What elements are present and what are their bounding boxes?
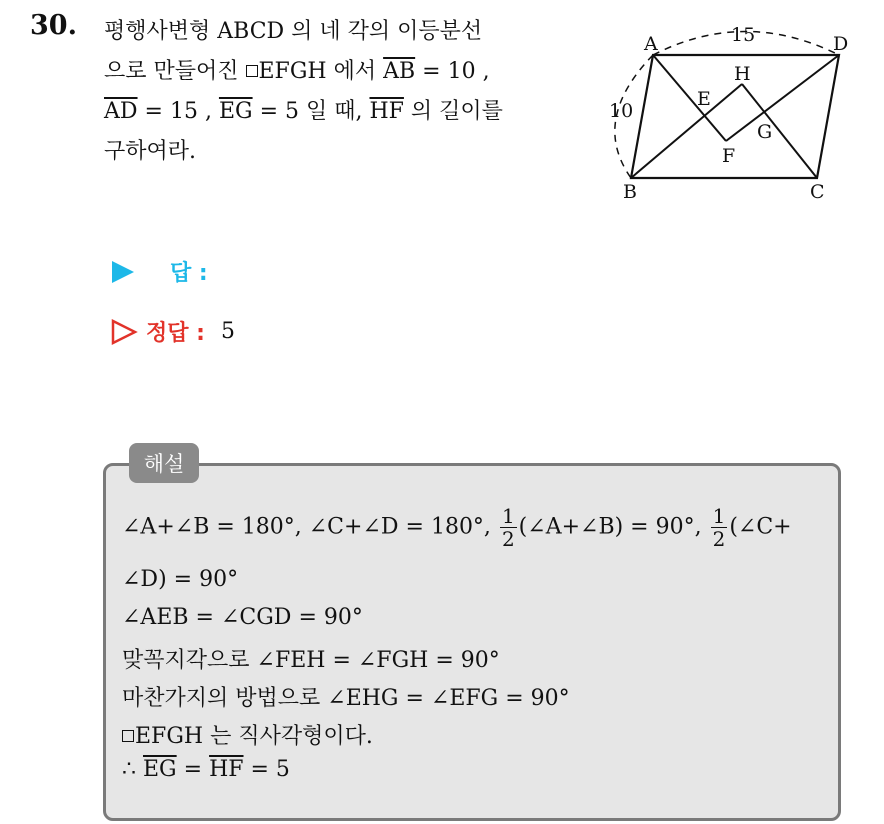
text-fragment: = 10 , xyxy=(415,59,490,84)
correct-answer-row xyxy=(110,316,235,347)
text-fragment: = 15 , xyxy=(137,99,219,124)
answer-input-row xyxy=(110,256,208,287)
solution-line-1 xyxy=(122,505,792,550)
segment-eg: $\overline{EG}$ xyxy=(218,99,253,124)
question-line-3 xyxy=(104,92,584,132)
answer-label: 답 : xyxy=(170,261,208,286)
solution-line-4: 맞꼭지각으로 ∠FEH = ∠FGH = 90° xyxy=(122,648,500,673)
text-fragment: (∠A+∠B) = 90°, xyxy=(518,514,709,540)
question-line-2 xyxy=(104,52,584,92)
length-left: 10 xyxy=(609,100,634,122)
fraction-numerator: 1 xyxy=(501,504,515,528)
text-fragment: 의 길이를 xyxy=(403,99,503,124)
text-fragment: 으로 만들어진 xyxy=(104,59,246,84)
text-fragment: 는 직사각형이다. xyxy=(203,724,373,749)
square-symbol-icon xyxy=(246,65,258,77)
label-e: E xyxy=(697,88,711,110)
solution-line-5: 마찬가지의 방법으로 ∠EHG = ∠EFG = 90° xyxy=(122,686,570,711)
solution-line-2: ∠D) = 90° xyxy=(122,567,239,592)
label-h: H xyxy=(734,63,751,85)
fraction-half xyxy=(711,505,728,550)
question-line-4: 구하여라. xyxy=(104,139,197,164)
segment-ad: $\overline{AD}$ xyxy=(104,99,138,124)
segment-hf: $\overline{HF}$ xyxy=(209,757,244,782)
shape-name: EFGH xyxy=(258,59,327,84)
question-number: 30. xyxy=(30,10,77,41)
text-fragment: = 5 일 때, xyxy=(252,99,370,124)
text-fragment: = xyxy=(176,757,210,782)
label-d: D xyxy=(833,33,849,55)
fraction-denominator: 2 xyxy=(501,527,515,551)
segment-eg: $\overline{EG}$ xyxy=(143,757,177,782)
fraction-denominator: 2 xyxy=(712,527,726,551)
square-symbol-icon xyxy=(122,730,134,742)
correct-answer-value: 5 xyxy=(220,319,235,344)
bisector-c xyxy=(742,84,817,178)
label-b: B xyxy=(623,181,637,203)
label-f: F xyxy=(722,145,736,167)
label-g: G xyxy=(757,121,773,143)
text-fragment: 에서 xyxy=(326,59,384,84)
solution-line-7 xyxy=(122,757,290,782)
segment-ab: $\overline{AB}$ xyxy=(383,59,416,84)
label-a: A xyxy=(644,33,658,55)
solution-line-6 xyxy=(122,719,373,750)
fraction-numerator: 1 xyxy=(712,504,726,528)
label-c: C xyxy=(810,181,825,203)
outline-triangle-icon xyxy=(110,318,138,346)
solution-tab: 해설 xyxy=(129,443,199,483)
question-line-1: 평행사변형 ABCD 의 네 각의 이등분선 xyxy=(104,19,483,44)
correct-answer-label: 정답 : xyxy=(146,321,205,346)
fraction-half xyxy=(500,505,517,550)
segment-hf: $\overline{HF}$ xyxy=(369,99,404,124)
play-triangle-icon xyxy=(110,259,136,285)
solution-line-3: ∠AEB = ∠CGD = 90° xyxy=(122,605,363,630)
shape-name: EFGH xyxy=(135,724,204,749)
text-fragment: (∠C+ xyxy=(729,514,792,540)
text-fragment: = 5 xyxy=(243,757,290,782)
length-top: 15 xyxy=(731,24,756,46)
text-fragment: ∠A+∠B = 180°, ∠C+∠D = 180°, xyxy=(122,514,498,540)
question-text xyxy=(104,12,584,172)
therefore-symbol: ∴ xyxy=(122,757,143,782)
parallelogram-figure xyxy=(600,18,850,208)
